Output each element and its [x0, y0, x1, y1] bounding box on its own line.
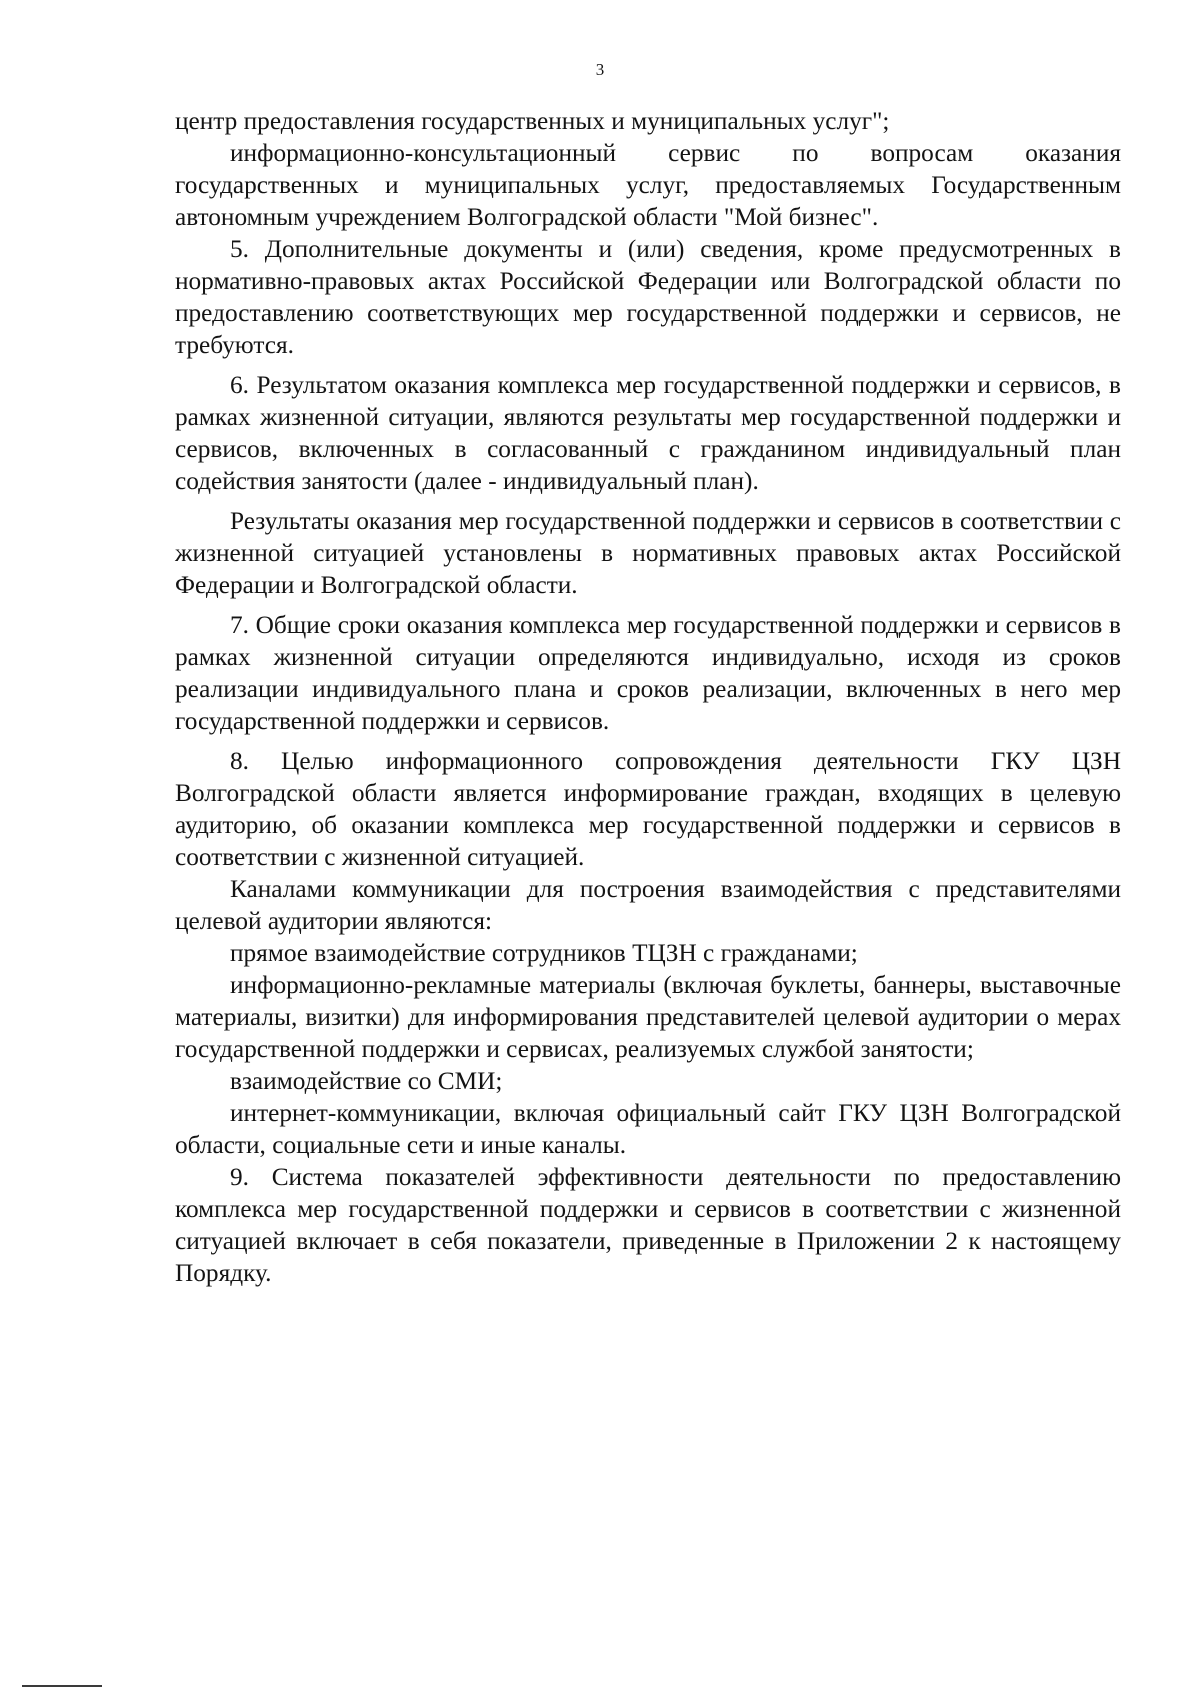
page-number: 3	[595, 60, 605, 79]
footer-rule	[22, 1685, 102, 1687]
list-item-media-interaction: взаимодействие со СМИ;	[230, 1067, 503, 1095]
paragraph-service-center-continuation: центр предоставления государственных и муниципальных услуг";	[175, 107, 890, 135]
list-item-advertising-materials: информационно-рекламные материалы (включая буклеты, баннеры, выставочные материалы, визитки) для информирования представителей целевой аудитории о мерах государственной поддержки и сервисах, реализуемых службой занятости;	[175, 971, 1121, 1063]
paragraph-item-8: 8. Целью информационного сопровождения деятельности ГКУ ЦЗН Волгоградской области является информирование граждан, входящих в целевую аудиторию, об оказании комплекса мер государственной поддержки и сервисов в соответствии с жизненной ситуацией.	[175, 747, 1121, 871]
list-item-direct-interaction: прямое взаимодействие сотрудников ТЦЗН с гражданами;	[230, 939, 858, 967]
body-text	[175, 105, 1121, 1289]
paragraph-communication-channels: Каналами коммуникации для построения взаимодействия с представителями целевой аудитории являются:	[175, 875, 1121, 935]
paragraph-item-9: 9. Система показателей эффективности деятельности по предоставлению комплекса мер государственной поддержки и сервисов в соответствии с жизненной ситуацией включает в себя показатели, приведенные в Приложении 2 к настоящему Порядку.	[175, 1163, 1121, 1287]
paragraph-item-6: 6. Результатом оказания комплекса мер государственной поддержки и сервисов, в рамках жизненной ситуации, являются результаты мер государственной поддержки и сервисов, включенных в согласованный с гражданином индивидуальный план содействия занятости (далее - индивидуальный план).	[175, 371, 1121, 495]
paragraph-results: Результаты оказания мер государственной поддержки и сервисов в соответствии с жизненной ситуацией установлены в нормативных правовых актах Российской Федерации и Волгоградской области.	[175, 507, 1121, 599]
list-item-internet-communications: интернет-коммуникации, включая официальный сайт ГКУ ЦЗН Волгоградской области, социальные сети и иные каналы.	[175, 1099, 1121, 1159]
paragraph-item-7: 7. Общие сроки оказания комплекса мер государственной поддержки и сервисов в рамках жизненной ситуации определяются индивидуально, исходя из сроков реализации индивидуального плана и сроков реализации, включенных в него мер государственной поддержки и сервисов.	[175, 611, 1121, 735]
paragraph-item-5: 5. Дополнительные документы и (или) сведения, кроме предусмотренных в нормативно-правовых актах Российской Федерации или Волгоградской области по предоставлению соответствующих мер государственной поддержки и сервисов, не требуются.	[175, 235, 1121, 359]
paragraph-consulting-service: информационно-консультационный сервис по вопросам оказания государственных и муниципальных услуг, предоставляемых Государственным автономным учреждением Волгоградской области "Мой бизнес".	[175, 139, 1121, 231]
